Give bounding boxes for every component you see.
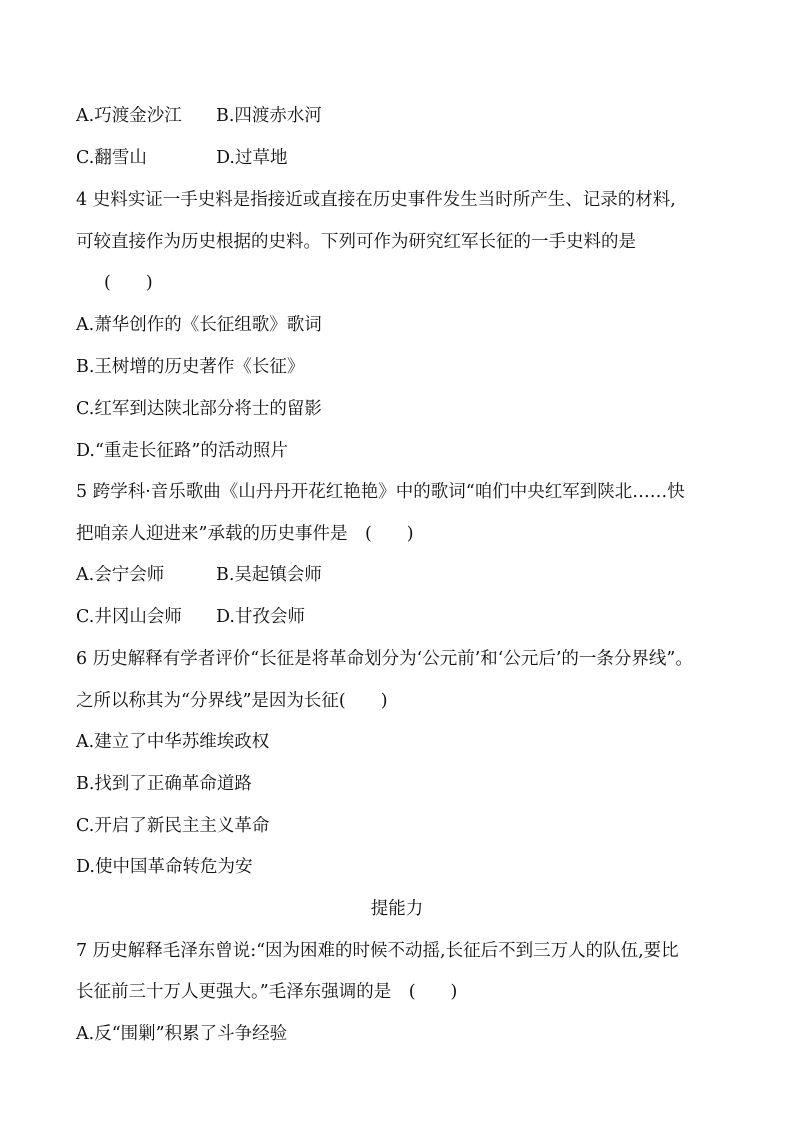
q4-stem-line2: 可较直接作为历史根据的史料。下列可作为研究红军长征的一手史料的是 bbox=[76, 232, 636, 252]
q5-stem-line2: 把咱亲人迎进来”承载的历史事件是 ( ) bbox=[76, 524, 414, 544]
q5-option-a: A.会宁会师 bbox=[76, 565, 165, 585]
q4-option-c: C.红军到达陕北部分将士的留影 bbox=[76, 399, 322, 419]
q4-option-a: A.萧华创作的《长征组歌》歌词 bbox=[76, 315, 322, 335]
q7-stem-line2: 长征前三十万人更强大。”毛泽东强调的是 ( ) bbox=[76, 982, 458, 1002]
q4-stem-line1: 4 史料实证一手史料是指接近或直接在历史事件发生当时所产生、记录的材料, bbox=[76, 190, 676, 210]
q3-option-c: C.翻雪山 bbox=[76, 148, 147, 168]
q7-stem-line1: 7 历史解释毛泽东曾说:“因为困难的时候不动摇,长征后不到三万人的队伍,要比 bbox=[76, 941, 679, 961]
q4-answer-blank: ( ) bbox=[104, 273, 153, 293]
q4-option-b: B.王树增的历史著作《长征》 bbox=[76, 357, 305, 377]
section-heading: 提能力 bbox=[370, 899, 424, 919]
q5-option-b: B.吴起镇会师 bbox=[216, 565, 322, 585]
q6-stem-line1: 6 历史解释有学者评价“长征是将革命划分为‘公元前’和‘公元后’的一条分界线”。 bbox=[76, 649, 693, 669]
q6-option-a: A.建立了中华苏维埃政权 bbox=[76, 732, 270, 752]
q6-option-b: B.找到了正确革命道路 bbox=[76, 774, 252, 794]
q5-option-c: C.井冈山会师 bbox=[76, 607, 182, 627]
q5-stem-line1: 5 跨学科·音乐歌曲《山丹丹开花红艳艳》中的歌词“咱们中央红军到陕北……快 bbox=[76, 482, 685, 502]
q4-option-d: D.“重走长征路”的活动照片 bbox=[76, 441, 288, 461]
q3-option-b: B.四渡赤水河 bbox=[216, 106, 322, 126]
q3-option-a: A.巧渡金沙江 bbox=[76, 106, 182, 126]
q6-option-d: D.使中国革命转危为安 bbox=[76, 857, 253, 877]
q6-option-c: C.开启了新民主主义革命 bbox=[76, 816, 270, 836]
q6-stem-line2: 之所以称其为“分界线”是因为长征( ) bbox=[76, 691, 388, 711]
q5-option-d: D.甘孜会师 bbox=[216, 607, 305, 627]
q7-option-a: A.反“围剿”积累了斗争经验 bbox=[76, 1024, 288, 1044]
q3-option-d: D.过草地 bbox=[216, 148, 288, 168]
